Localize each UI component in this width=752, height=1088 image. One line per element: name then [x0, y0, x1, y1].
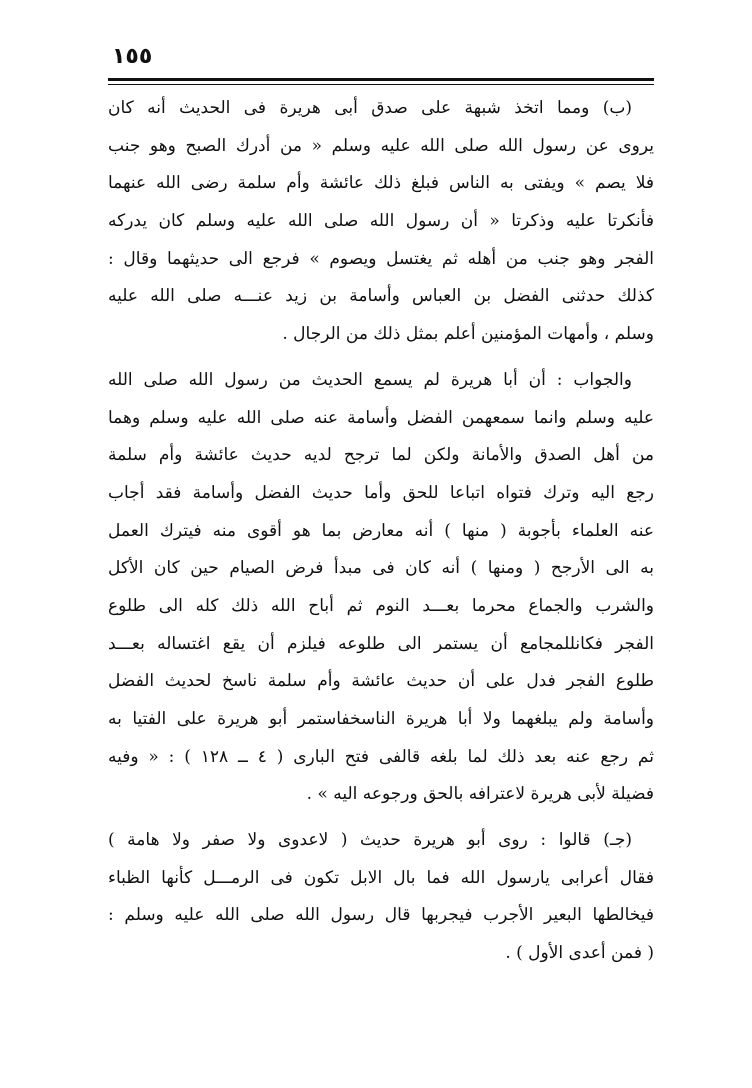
paragraph-b	[108, 90, 654, 354]
header-rule	[108, 78, 654, 81]
text-line: فيخالطها البعير الأجرب فيجربها قال رسول الله صلى الله عليه وسلم :	[108, 905, 654, 926]
text-line: وأسامة ولم يبلغهما ولا أبا هريرة الناسخفاستمر أبو هريرة على الفتيا به	[108, 709, 654, 729]
paragraph-answer	[108, 362, 654, 814]
text-line: الفجر وهو جنب من أهله ثم يغتسل ويصوم » فرجع الى حديثهما وقال :	[108, 248, 654, 269]
text-line: (ب) ومما اتخذ شبهة على صدق أبى هريرة فى الحديث أنه كان	[108, 98, 632, 118]
text-line: فضيلة لأبى هريرة لاعترافه بالحق ورجوعه اليه » .	[306, 784, 654, 805]
body-text	[108, 90, 654, 973]
text-line: عنه العلماء بأجوبة ( منها ) أنه معارض بما هو أقوى منه فيترك العمل	[108, 520, 654, 541]
text-line: والجواب : أن أبا هريرة لم يسمع الحديث من رسول الله صلى الله	[108, 369, 632, 390]
text-line: رجع اليه وترك فتواه اتباعا للحق وأما حديث الفضل وأسامة فقد أجاب	[108, 482, 654, 503]
text-line: فأنكرتا عليه وذكرتا « أن رسول الله صلى الله عليه وسلم كان يدركه	[108, 211, 654, 232]
text-line: كذلك حدثنى الفضل بن العباس وأسامة بن زيد عنـــه صلى الله عليه	[108, 286, 654, 307]
text-line: طلوع الفجر فدل على أن حديث عائشة وأم سلمة ناسخ لحديث الفضل	[108, 671, 654, 692]
text-line: ثم رجع عنه بعد ذلك لما بلغه قالفى فتح البارى ( ٤ ــ ١٢٨ ) : « وفيه	[108, 746, 654, 767]
header-rule-thin	[108, 84, 654, 85]
text-line: عليه وسلم وانما سمعهمن الفضل وأسامة عنه صلى الله عليه وسلم وهما	[108, 407, 654, 428]
paragraph-c	[108, 822, 654, 973]
text-line: من أهل الصدق والأمانة ولكن لما ترجح لديه حديث عائشة وأم سلمة	[108, 445, 654, 466]
text-line: الفجر فكانللمجامع أن يستمر الى طلوعه فيلزم أن يقع اغتساله بعـــد	[108, 633, 654, 654]
text-line: ( فمن أعدى الأول ) .	[505, 943, 654, 964]
text-line: فقال أعرابى يارسول الله فما بال الابل تكون فى الرمـــل كأنها الظباء	[108, 867, 654, 888]
text-line: (جـ) قالوا : روى أبو هريرة حديث ( لاعدوى ولا صفر ولا هامة )	[108, 830, 632, 851]
text-line: والشرب والجماع محرما بعـــد النوم ثم أباح الله ذلك كله الى طلوع	[108, 595, 654, 616]
text-line: به الى الأرجح ( ومنها ) أنه كان فى مبدأ فرض الصيام حين كان الأكل	[108, 558, 654, 579]
text-line: فلا يصم » ويفتى به الناس فبلغ ذلك عائشة وأم سلمة رضى الله عنهما	[108, 173, 654, 194]
text-line: وسلم ، وأمهات المؤمنين أعلم بمثل ذلك من الرجال .	[282, 324, 654, 345]
text-line: يروى عن رسول الله صلى الله عليه وسلم « من أدرك الصبح وهو جنب	[108, 135, 654, 156]
page-number: ١٥٥	[112, 44, 153, 69]
